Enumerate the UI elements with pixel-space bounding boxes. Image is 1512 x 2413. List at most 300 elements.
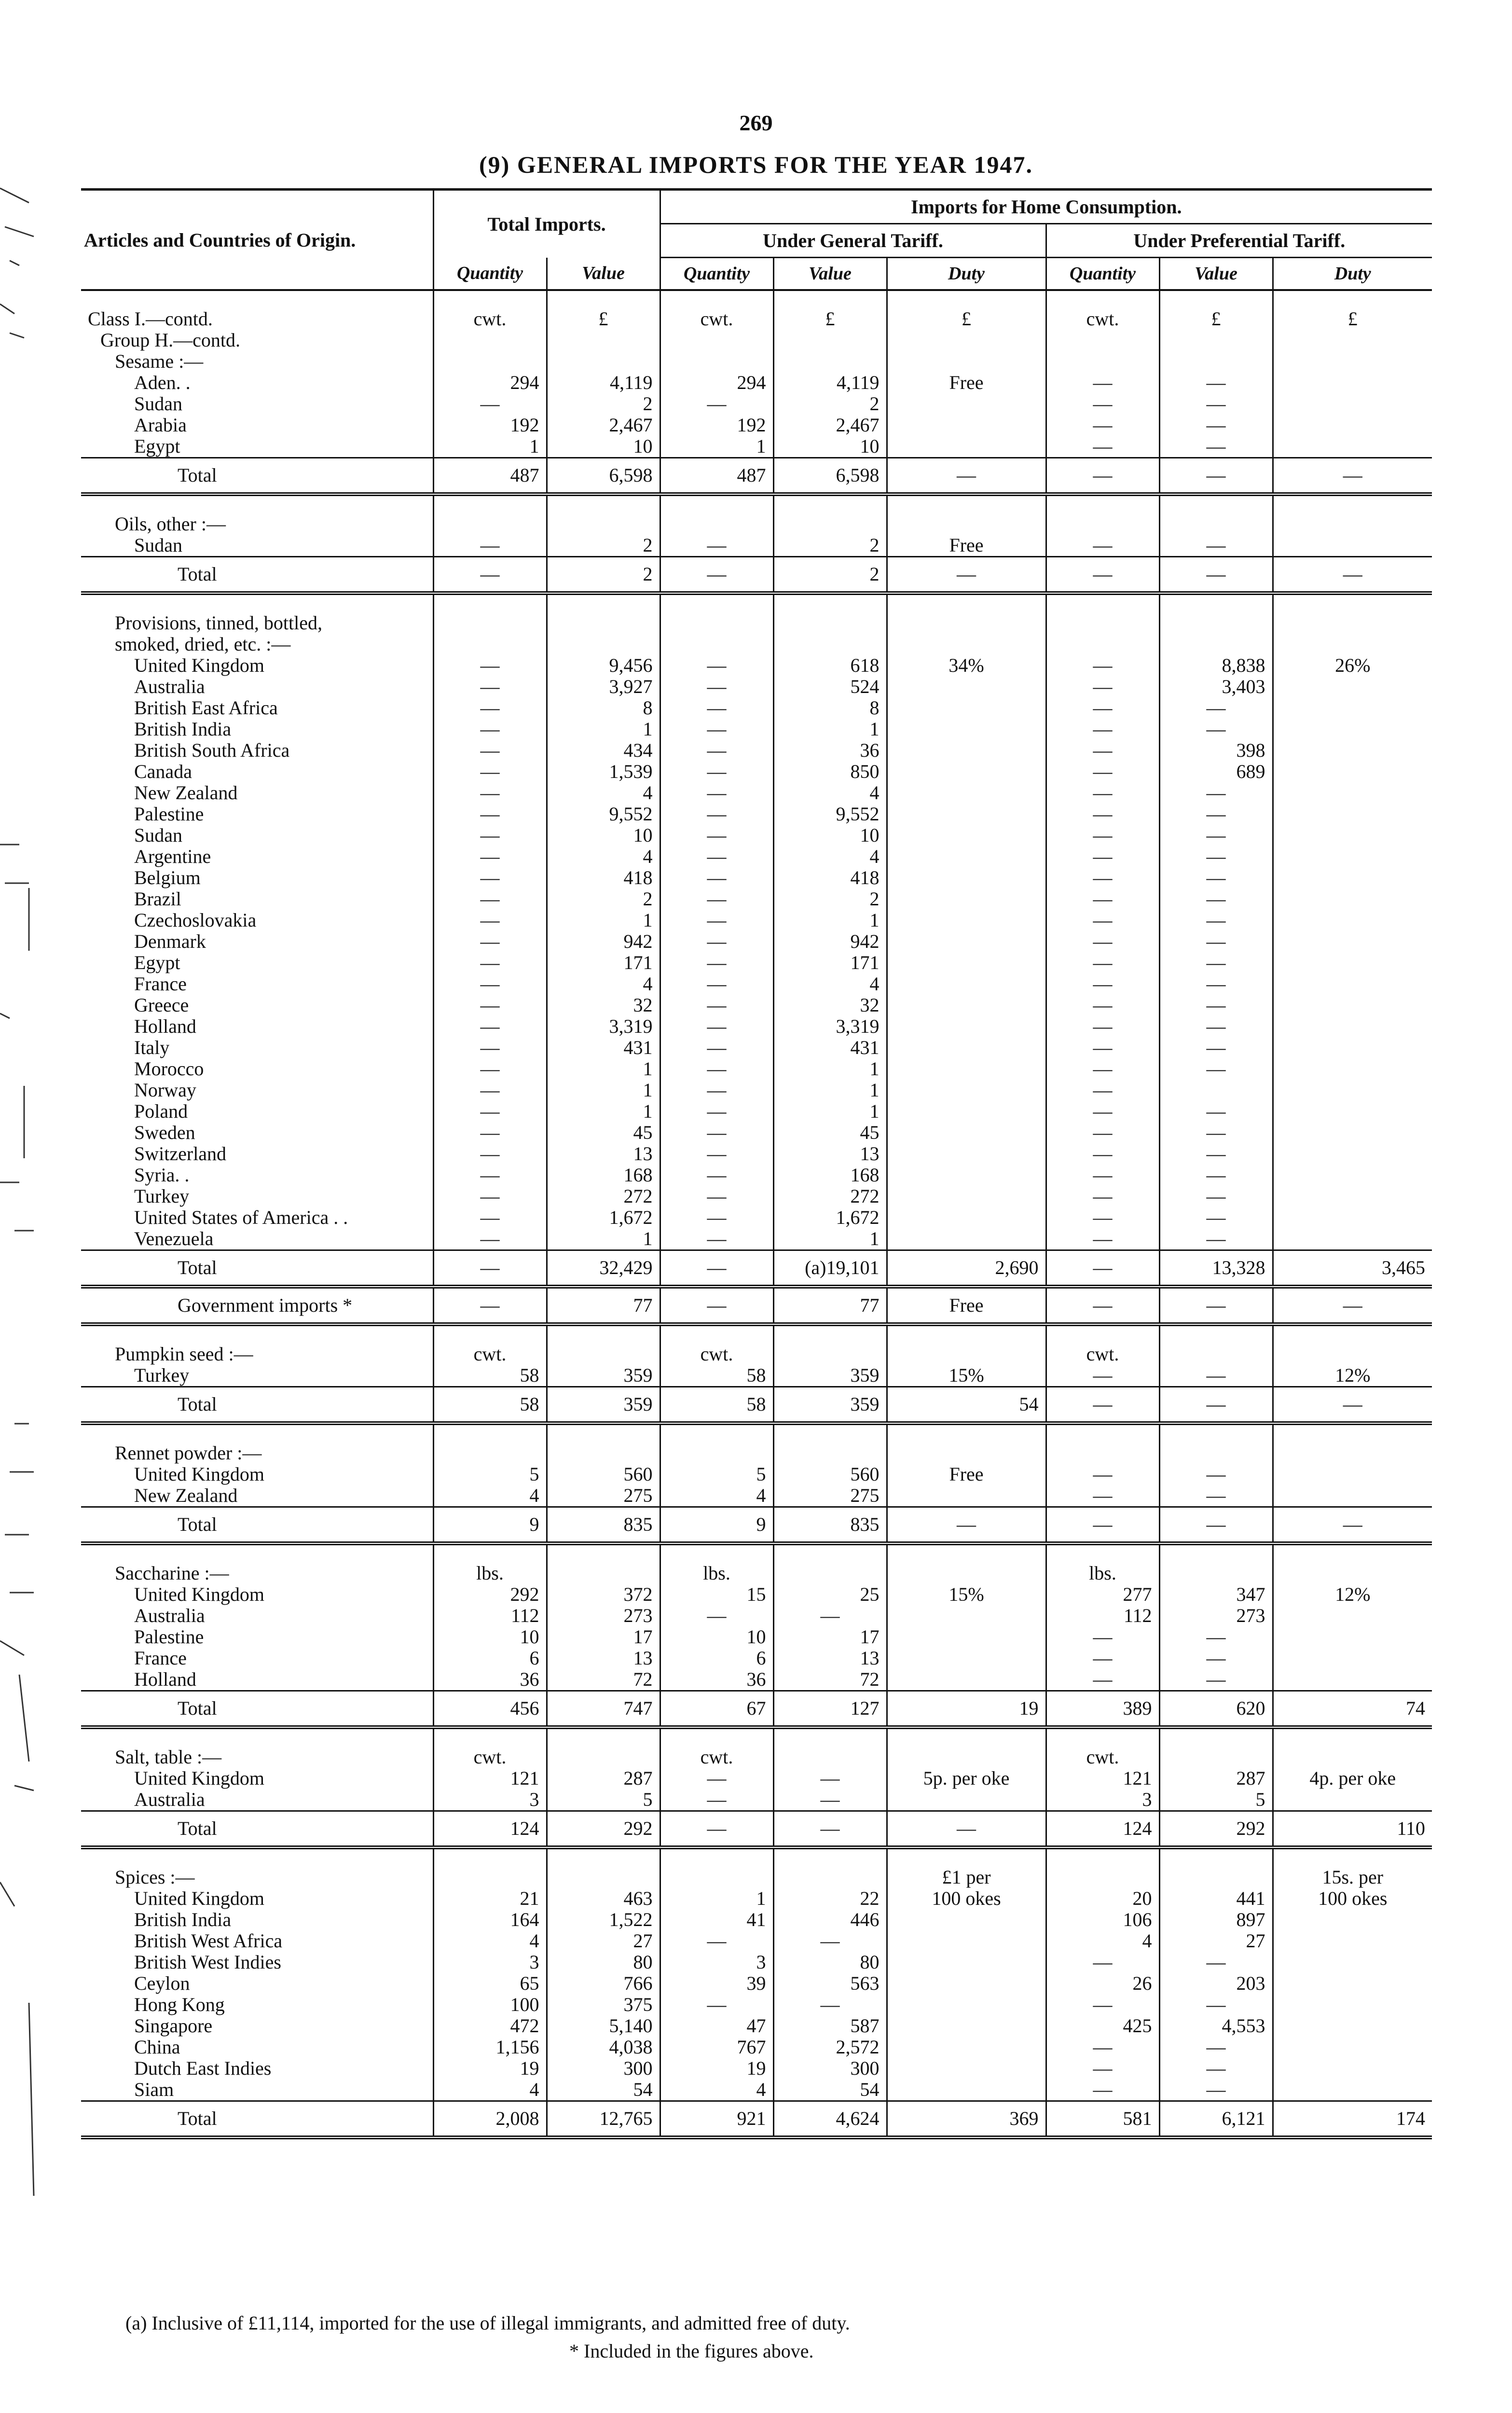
general-quantity-cell: —	[660, 1143, 773, 1165]
spacer-row	[81, 1324, 1432, 1344]
row-label: Australia	[134, 1789, 205, 1810]
general-quantity-cell: —	[660, 1228, 773, 1250]
table-row	[81, 655, 1432, 676]
preferential-duty-cell	[1273, 1909, 1432, 1930]
total-row	[81, 557, 1432, 594]
general-duty-cell	[887, 2015, 1046, 2037]
table-row	[81, 995, 1432, 1016]
general-duty-cell	[887, 1626, 1046, 1648]
preferential-quantity-cell	[1046, 513, 1159, 535]
general-quantity-cell: 487	[660, 458, 773, 495]
preferential-value-cell	[1159, 1080, 1273, 1101]
row-label: Turkey	[134, 1364, 190, 1386]
total-value-cell: 3,927	[547, 676, 660, 697]
preferential-duty-header: Duty	[1273, 258, 1432, 291]
general-quantity-cell: 67	[660, 1691, 773, 1728]
general-value-cell	[773, 513, 887, 535]
general-value-cell: 524	[773, 676, 887, 697]
total-value-cell	[547, 1747, 660, 1768]
total-value-cell	[547, 1867, 660, 1888]
preferential-value-cell	[1159, 513, 1273, 535]
preferential-duty-cell: 74	[1273, 1691, 1432, 1728]
preferential-quantity-cell	[1046, 351, 1159, 372]
general-quantity-cell: —	[660, 1122, 773, 1143]
spacer-cell	[1159, 494, 1273, 513]
row-label: United Kingdom	[134, 1767, 264, 1789]
preferential-value-cell	[1159, 351, 1273, 372]
table-row	[81, 931, 1432, 952]
row-label: United Kingdom	[134, 654, 264, 676]
general-duty-cell: 100 okes	[887, 1888, 1046, 1909]
spacer-cell	[81, 1543, 433, 1563]
general-duty-cell	[887, 1930, 1046, 1952]
general-quantity-cell: —	[660, 1058, 773, 1080]
total-value-cell	[547, 1344, 660, 1365]
row-label: Egypt	[134, 435, 180, 457]
preferential-value-cell: —	[1159, 1186, 1273, 1207]
preferential-quantity-cell: —	[1046, 867, 1159, 888]
row-label: Syria. .	[134, 1164, 190, 1186]
row-label: Arabia	[134, 414, 187, 436]
general-duty-cell	[887, 1952, 1046, 1973]
general-value-cell	[773, 1747, 887, 1768]
preferential-quantity-cell: —	[1046, 1994, 1159, 2015]
preferential-quantity-cell: cwt.	[1046, 1747, 1159, 1768]
general-duty-cell	[887, 1228, 1046, 1250]
preferential-value-cell: —	[1159, 888, 1273, 910]
total-value-cell: 8	[547, 697, 660, 719]
spacer-cell	[547, 290, 660, 308]
general-quantity-cell: 15	[660, 1584, 773, 1605]
preferential-quantity-cell: —	[1046, 1507, 1159, 1544]
general-value-cell: 563	[773, 1973, 887, 1994]
general-duty-cell	[887, 513, 1046, 535]
general-quantity-cell: —	[660, 888, 773, 910]
total-quantity-cell	[433, 1867, 547, 1888]
total-value-cell: 9,552	[547, 804, 660, 825]
general-quantity-cell: 192	[660, 415, 773, 436]
total-quantity-cell: —	[433, 655, 547, 676]
preferential-duty-cell: —	[1273, 557, 1432, 594]
total-value-cell: 1	[547, 910, 660, 931]
preferential-quantity-cell: 4	[1046, 1930, 1159, 1952]
table-row	[81, 804, 1432, 825]
general-duty-cell	[887, 1037, 1046, 1058]
preferential-value-cell: 203	[1159, 1973, 1273, 1994]
preferential-quantity-cell: —	[1046, 1165, 1159, 1186]
spacer-row	[81, 593, 1432, 612]
general-quantity-cell: 10	[660, 1626, 773, 1648]
preferential-quantity-cell: —	[1046, 782, 1159, 804]
binding-edge-marks	[0, 169, 53, 2292]
table-row	[81, 888, 1432, 910]
spacer-cell	[1046, 1324, 1159, 1344]
total-quantity-cell: —	[433, 761, 547, 782]
general-quantity-cell: —	[660, 1165, 773, 1186]
preferential-value-cell: —	[1159, 846, 1273, 867]
general-value-cell: 835	[773, 1507, 887, 1544]
preferential-quantity-cell: —	[1046, 535, 1159, 557]
total-value-cell: 1	[547, 1080, 660, 1101]
total-quantity-cell	[433, 513, 547, 535]
preferential-duty-cell: 3,465	[1273, 1250, 1432, 1287]
general-duty-cell: —	[887, 1507, 1046, 1544]
row-label: Poland	[134, 1100, 188, 1122]
preferential-quantity-cell: —	[1046, 910, 1159, 931]
table-row	[81, 1186, 1432, 1207]
preferential-quantity-cell	[1046, 612, 1159, 634]
general-value-cell: 4	[773, 782, 887, 804]
total-quantity-cell: —	[433, 952, 547, 973]
total-quantity-cell: —	[433, 1250, 547, 1287]
spacer-cell	[1159, 1423, 1273, 1442]
preferential-value-cell: 8,838	[1159, 655, 1273, 676]
preferential-duty-cell	[1273, 393, 1432, 415]
preferential-duty-cell	[1273, 1442, 1432, 1464]
spacer-cell	[660, 1727, 773, 1747]
preferential-value-cell: 27	[1159, 1930, 1273, 1952]
preferential-duty-cell	[1273, 1952, 1432, 1973]
general-value-cell: 446	[773, 1909, 887, 1930]
total-value-cell	[547, 1563, 660, 1584]
row-label: Ceylon	[134, 1972, 190, 1994]
total-value-cell	[547, 1442, 660, 1464]
general-duty-cell	[887, 1994, 1046, 2015]
total-value-cell: 4	[547, 846, 660, 867]
table-row	[81, 1626, 1432, 1648]
preferential-duty-cell: 174	[1273, 2101, 1432, 2138]
row-label: France	[134, 1647, 187, 1669]
preferential-duty-cell: £	[1273, 308, 1432, 330]
preferential-value-cell	[1159, 1867, 1273, 1888]
general-duty-cell: 34%	[887, 655, 1046, 676]
row-label: Italy	[134, 1037, 170, 1058]
preferential-duty-cell	[1273, 1930, 1432, 1952]
spacer-row	[81, 1423, 1432, 1442]
general-value-cell: 45	[773, 1122, 887, 1143]
total-quantity-cell: 5	[433, 1464, 547, 1485]
general-quantity-cell: 39	[660, 1973, 773, 1994]
preferential-quantity-cell	[1046, 1867, 1159, 1888]
preferential-duty-cell: 100 okes	[1273, 1888, 1432, 1909]
preferential-value-cell: 897	[1159, 1909, 1273, 1930]
spacer-cell	[1159, 1324, 1273, 1344]
general-duty-cell	[887, 2058, 1046, 2079]
total-value-cell: 80	[547, 1952, 660, 1973]
row-label: Venezuela	[134, 1228, 214, 1249]
preferential-quantity-cell: —	[1046, 2058, 1159, 2079]
preferential-value-cell: —	[1159, 2037, 1273, 2058]
spacer-cell	[887, 1543, 1046, 1563]
general-value-cell	[773, 1344, 887, 1365]
general-duty-cell	[887, 697, 1046, 719]
general-value-cell: 54	[773, 2079, 887, 2101]
general-quantity-cell: 294	[660, 372, 773, 393]
total-quantity-cell: —	[433, 1101, 547, 1122]
general-quantity-cell: —	[660, 1605, 773, 1626]
total-quantity-cell: 4	[433, 1930, 547, 1952]
preferential-value-cell	[1159, 1442, 1273, 1464]
total-value-cell: 434	[547, 740, 660, 761]
general-duty-cell	[887, 761, 1046, 782]
general-quantity-cell: —	[660, 1101, 773, 1122]
preferential-duty-cell	[1273, 1037, 1432, 1058]
preferential-duty-cell	[1273, 415, 1432, 436]
total-value-cell	[547, 330, 660, 351]
total-quantity-cell: 9	[433, 1507, 547, 1544]
table-row	[81, 308, 1432, 330]
row-label: Switzerland	[134, 1143, 227, 1165]
table-row	[81, 1789, 1432, 1811]
preferential-duty-cell	[1273, 676, 1432, 697]
total-quantity-cell: —	[433, 697, 547, 719]
preferential-duty-cell: —	[1273, 1287, 1432, 1324]
preferential-value-cell: —	[1159, 973, 1273, 995]
preferential-quantity-cell: —	[1046, 804, 1159, 825]
general-quantity-cell: —	[660, 740, 773, 761]
preferential-value-cell: 13,328	[1159, 1250, 1273, 1287]
spacer-cell	[1046, 1543, 1159, 1563]
preferential-duty-cell	[1273, 1344, 1432, 1365]
general-duty-cell	[887, 634, 1046, 655]
preferential-value-cell: —	[1159, 1626, 1273, 1648]
general-duty-cell	[887, 1605, 1046, 1626]
preferential-quantity-cell: —	[1046, 1058, 1159, 1080]
general-duty-cell: —	[887, 458, 1046, 495]
total-value-cell: 560	[547, 1464, 660, 1485]
row-label: Total	[81, 2101, 433, 2138]
spacer-cell	[433, 1847, 547, 1867]
table-row	[81, 1442, 1432, 1464]
spacer-cell	[81, 593, 433, 612]
preferential-quantity-cell: 121	[1046, 1768, 1159, 1789]
spacer-cell	[81, 290, 433, 308]
total-quantity-cell: 6	[433, 1648, 547, 1669]
preferential-value-cell: —	[1159, 1228, 1273, 1250]
general-value-cell: 2	[773, 557, 887, 594]
preferential-quantity-cell: —	[1046, 676, 1159, 697]
table-row	[81, 393, 1432, 415]
total-quantity-cell: —	[433, 740, 547, 761]
preferential-quantity-cell: 124	[1046, 1811, 1159, 1848]
preferential-quantity-cell: —	[1046, 415, 1159, 436]
total-row	[81, 1691, 1432, 1728]
total-value-cell: 4	[547, 973, 660, 995]
preferential-quantity-cell: —	[1046, 1669, 1159, 1691]
preferential-duty-cell	[1273, 1669, 1432, 1691]
preferential-duty-cell	[1273, 804, 1432, 825]
general-value-cell: 6,598	[773, 458, 887, 495]
spacer-cell	[433, 494, 547, 513]
general-quantity-cell: —	[660, 867, 773, 888]
total-value-cell: 766	[547, 1973, 660, 1994]
general-quantity-cell: 36	[660, 1669, 773, 1691]
preferential-quantity-cell	[1046, 1442, 1159, 1464]
table-row	[81, 1344, 1432, 1365]
spacer-cell	[660, 1847, 773, 1867]
general-duty-cell	[887, 1669, 1046, 1691]
preferential-value-cell: —	[1159, 393, 1273, 415]
preferential-duty-cell	[1273, 1485, 1432, 1507]
preferential-value-cell	[1159, 612, 1273, 634]
spacer-cell	[547, 1324, 660, 1344]
preferential-duty-cell	[1273, 1080, 1432, 1101]
total-quantity-cell	[433, 612, 547, 634]
preferential-value-cell: —	[1159, 1952, 1273, 1973]
preferential-duty-cell: —	[1273, 1507, 1432, 1544]
general-quantity-cell: —	[660, 825, 773, 846]
spacer-cell	[433, 593, 547, 612]
spacer-cell	[433, 1324, 547, 1344]
general-duty-cell: 369	[887, 2101, 1046, 2138]
table-row	[81, 1973, 1432, 1994]
total-row	[81, 2101, 1432, 2138]
row-label: Spices :—	[115, 1866, 195, 1888]
preferential-value-cell: —	[1159, 1507, 1273, 1544]
total-quantity-cell: cwt.	[433, 1747, 547, 1768]
general-value-cell: —	[773, 1994, 887, 2015]
table-row	[81, 1122, 1432, 1143]
spacer-cell	[1046, 494, 1159, 513]
preferential-duty-cell: —	[1273, 1387, 1432, 1424]
preferential-duty-cell	[1273, 782, 1432, 804]
table-row	[81, 1080, 1432, 1101]
preferential-duty-cell	[1273, 1058, 1432, 1080]
general-duty-cell: £	[887, 308, 1046, 330]
table-row	[81, 782, 1432, 804]
row-label: Total	[81, 557, 433, 594]
preferential-duty-cell	[1273, 931, 1432, 952]
general-quantity-cell: 47	[660, 2015, 773, 2037]
preferential-quantity-cell: —	[1046, 1016, 1159, 1037]
row-label: smoked, dried, etc. :—	[115, 633, 291, 655]
total-quantity-cell: 292	[433, 1584, 547, 1605]
general-value-cell: 4,119	[773, 372, 887, 393]
general-value-cell: 272	[773, 1186, 887, 1207]
total-value-cell	[547, 351, 660, 372]
preferential-quantity-cell: —	[1046, 1207, 1159, 1228]
general-quantity-cell: 3	[660, 1952, 773, 1973]
preferential-quantity-cell: —	[1046, 2037, 1159, 2058]
spacer-cell	[1046, 290, 1159, 308]
general-value-cell: 13	[773, 1648, 887, 1669]
spacer-cell	[773, 290, 887, 308]
total-value-cell: 372	[547, 1584, 660, 1605]
row-label: Total	[81, 1811, 433, 1848]
general-quantity-cell: —	[660, 931, 773, 952]
general-quantity-cell: 921	[660, 2101, 773, 2138]
table-row	[81, 513, 1432, 535]
preferential-duty-cell	[1273, 952, 1432, 973]
total-value-cell: 3,319	[547, 1016, 660, 1037]
table-row	[81, 825, 1432, 846]
preferential-quantity-cell: 389	[1046, 1691, 1159, 1728]
total-quantity-cell: —	[433, 1207, 547, 1228]
row-label: New Zealand	[134, 782, 238, 804]
preferential-duty-cell: 110	[1273, 1811, 1432, 1848]
spacer-cell	[81, 1423, 433, 1442]
total-value-cell: 10	[547, 825, 660, 846]
general-quantity-cell: —	[660, 1016, 773, 1037]
preferential-quantity-cell: —	[1046, 1626, 1159, 1648]
general-quantity-cell	[660, 612, 773, 634]
total-imports-header: Total Imports.	[433, 190, 660, 258]
preferential-value-cell: 4,553	[1159, 2015, 1273, 2037]
total-value-cell: 17	[547, 1626, 660, 1648]
row-label: France	[134, 973, 187, 995]
spacer-cell	[81, 1847, 433, 1867]
preferential-value-cell: 620	[1159, 1691, 1273, 1728]
general-value-cell: 275	[773, 1485, 887, 1507]
row-label: Egypt	[134, 952, 180, 973]
row-label: Argentine	[134, 846, 211, 867]
total-quantity-cell: —	[433, 910, 547, 931]
spacer-cell	[81, 1727, 433, 1747]
row-label: Siam	[134, 2079, 174, 2100]
general-value-cell: 4	[773, 973, 887, 995]
spacer-cell	[887, 1324, 1046, 1344]
total-value-cell: 300	[547, 2058, 660, 2079]
total-value-cell	[547, 513, 660, 535]
preferential-duty-cell	[1273, 888, 1432, 910]
general-value-cell: 587	[773, 2015, 887, 2037]
general-duty-cell	[887, 804, 1046, 825]
general-value-cell: (a)19,101	[773, 1250, 887, 1287]
general-duty-cell: 15%	[887, 1584, 1046, 1605]
general-duty-cell	[887, 612, 1046, 634]
total-value-cell: 1	[547, 1058, 660, 1080]
total-quantity-cell: —	[433, 995, 547, 1016]
general-value-cell	[773, 351, 887, 372]
preferential-value-cell: —	[1159, 825, 1273, 846]
total-quantity-cell: 36	[433, 1669, 547, 1691]
total-value-cell: 835	[547, 1507, 660, 1544]
preferential-quantity-cell: 106	[1046, 1909, 1159, 1930]
preferential-duty-cell	[1273, 995, 1432, 1016]
general-quantity-cell	[660, 330, 773, 351]
general-quantity-cell: —	[660, 973, 773, 995]
spacer-row	[81, 290, 1432, 308]
total-quantity-cell: —	[433, 931, 547, 952]
total-value-cell: 273	[547, 1605, 660, 1626]
preferential-quantity-cell: —	[1046, 436, 1159, 458]
total-quantity-cell: —	[433, 846, 547, 867]
general-value-cell: 1	[773, 719, 887, 740]
total-value-cell: 45	[547, 1122, 660, 1143]
table-row	[81, 1930, 1432, 1952]
total-value-cell: 2,467	[547, 415, 660, 436]
preferential-duty-cell	[1273, 1605, 1432, 1626]
preferential-duty-cell	[1273, 1143, 1432, 1165]
general-quantity-cell: —	[660, 676, 773, 697]
general-duty-cell	[887, 1165, 1046, 1186]
general-value-cell: 13	[773, 1143, 887, 1165]
preferential-duty-cell	[1273, 2037, 1432, 2058]
general-duty-cell	[887, 330, 1046, 351]
preferential-quantity-cell: —	[1046, 1464, 1159, 1485]
preferential-value-cell: —	[1159, 458, 1273, 495]
preferential-quantity-cell: —	[1046, 393, 1159, 415]
preferential-quantity-cell: —	[1046, 1387, 1159, 1424]
total-quantity-cell: —	[433, 1122, 547, 1143]
table-row	[81, 1669, 1432, 1691]
general-value-cell: —	[773, 1605, 887, 1626]
total-quantity-cell: 65	[433, 1973, 547, 1994]
preferential-quantity-cell: —	[1046, 1228, 1159, 1250]
total-row	[81, 1387, 1432, 1424]
total-value-cell: 4,038	[547, 2037, 660, 2058]
total-quantity-cell: 1,156	[433, 2037, 547, 2058]
